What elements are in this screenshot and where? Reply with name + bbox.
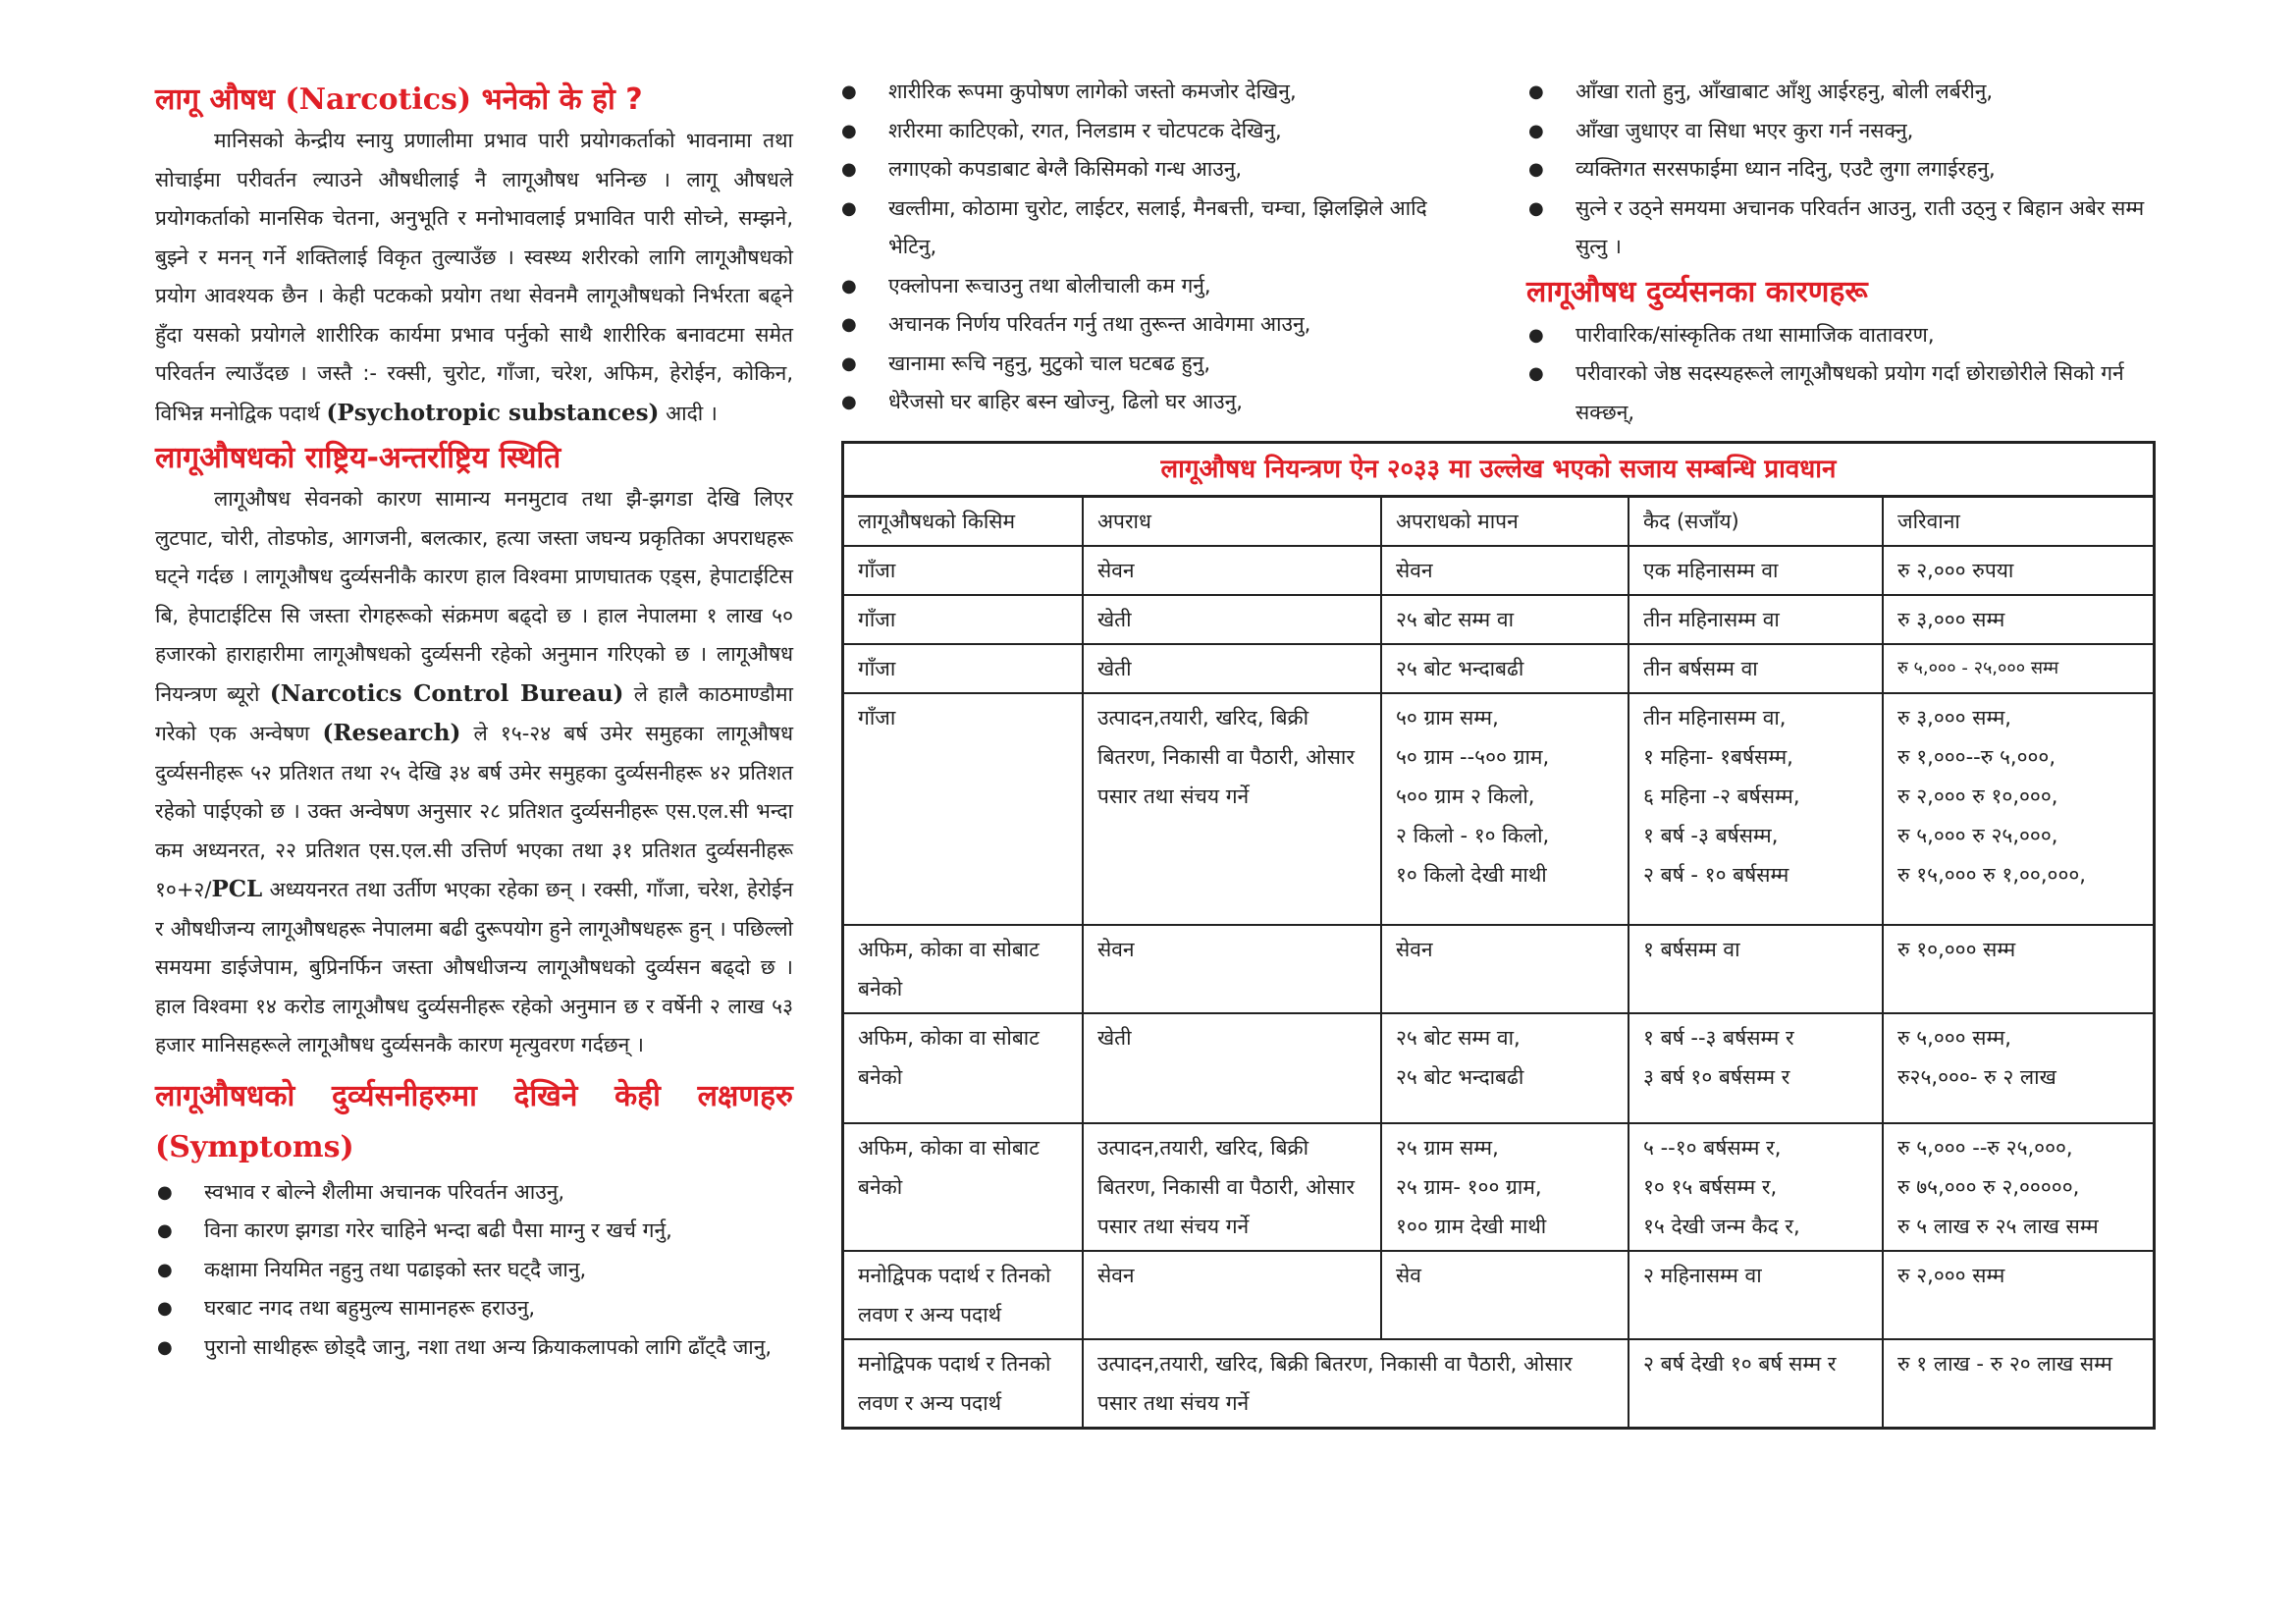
table-cell: गाँजा [844, 595, 1083, 644]
table-cell: खेती [1083, 595, 1381, 644]
heading-text: लागूऔषधको दुर्व्यसनीहरुमा देखिने केही लक्षणहरु [155, 1078, 793, 1113]
middle-column [839, 73, 1468, 422]
table-cell: रु २,००० रुपया [1883, 546, 2153, 595]
table-cell: सेवन [1083, 546, 1381, 595]
table-cell: सेव [1381, 1251, 1629, 1339]
table-cell: सेवन [1083, 1251, 1381, 1339]
table-row [844, 546, 2153, 595]
table-cell: रु १०,००० सम्म [1883, 925, 2153, 1013]
causes-list [1526, 316, 2164, 433]
paragraph-english-term: (Psychotropic substances) [326, 399, 660, 426]
heading-national-international-status: लागूऔषधको राष्ट्रिय-अन्तर्राष्ट्रिय स्थिति [155, 441, 561, 475]
header-cell: अपराधको मापन [1381, 498, 1629, 546]
table-cell: अफिम, कोका वा सोबाट बनेको [844, 1123, 1083, 1251]
table-row [844, 1013, 2153, 1123]
list-item: ● खल्तीमा, कोठामा चुरोट, लाईटर, सलाई, मैनबत्ती, चम्चा, झिलझिले आदि भेटिनु, [839, 189, 1468, 267]
heading-text: भनेको के हो ? [471, 82, 643, 117]
heading-text: लागू औषध [155, 82, 286, 117]
list-item: ● धेरैजसो घर बाहिर बस्न खोज्नु, ढिलो घर आउनु, [839, 383, 1468, 422]
paragraph-text: मानिसको केन्द्रीय स्नायु प्रणालीमा प्रभाव पारी प्रयोगकर्ताको भावनामा तथा सोचाईमा परीवर्तन ल्याउने औषधीलाई नै लागूऔषध भनिन्छ । लागू औषधले प्रयोगकर्ताको मानसिक चेतना, अनुभूति र मनोभावलाई प्रभावित पारी सोच्ने, सम्झने, बुझ्ने र मनन् गर्ने शक्तिलाई विकृत तुल्याउँछ । स्वस्थ्य शरीरको लागि लागूऔषधको प्रयोग आवश्यक छैन । केही पटकको प्रयोग तथा सेवनमै लागूऔषधको निर्भरता बढ्ने हुँदा यसको प्रयोगले शारीरिक कार्यमा प्रभाव पर्नुको साथै शारीरिक बनावटमा समेत परिवर्तन ल्याउँदछ । जस्तै :- रक्सी, चुरोट, गाँजा, चरेश, अफिम, हेरोईन, कोकिन, विभिन्न मनोद्विक पदार्थ [155, 129, 793, 425]
list-item: ● शारीरिक रूपमा कुपोषण लागेको जस्तो कमजोर देखिनु, [839, 73, 1468, 112]
list-item: ● खानामा रूचि नहुनु, मुटुको चाल घटबढ हुनु, [839, 345, 1468, 384]
list-item: ● शरीरमा काटिएको, रगत, निलडाम र चोटपटक देखिनु, [839, 112, 1468, 151]
paragraph-english-term: (Research) [322, 720, 461, 746]
list-item: ● लगाएको कपडाबाट बेग्लै किसिमको गन्ध आउनु, [839, 150, 1468, 189]
list-item: ● अचानक निर्णय परिवर्तन गर्नु तथा तुरून्त आवेगमा आउनु, [839, 305, 1468, 345]
heading-english: (Symptoms) [155, 1129, 354, 1164]
header-cell: अपराध [1083, 498, 1381, 546]
list-item: ● व्यक्तिगत सरसफाईमा ध्यान नदिनु, एउटै लुगा लगाईरहनु, [1526, 150, 2164, 189]
symptoms-list [155, 1173, 793, 1368]
table-cell: उत्पादन,तयारी, खरिद, बिक्री बितरण, निकासी वा पैठारी, ओसार पसार तथा संचय गर्ने [1083, 1339, 1629, 1427]
paragraph-english-term: PCL [211, 876, 263, 902]
table-cell: सेवन [1381, 925, 1629, 1013]
header-cell: जरिवाना [1883, 498, 2153, 546]
heading-causes: लागूऔषध दुर्व्यसनका कारणहरू [1526, 274, 1868, 309]
table-cell: खेती [1083, 644, 1381, 693]
table-cell: २५ बोट सम्म वा [1381, 595, 1629, 644]
paragraph-text: लागूऔषध सेवनको कारण सामान्य मनमुटाव तथा झै-झगडा देखि लिएर लुटपाट, चोरी, तोडफोड, आगजनी, बलत्कार, हत्या जस्ता जघन्य प्रकृतिका अपराधहरू घट्ने गर्दछ । लागूऔषध दुर्व्यसनीकै कारण हाल विश्वमा प्राणघातक एड्स, हेपाटाईटिस बि, हेपाटाईटिस सि जस्ता रोगहरूको संक्रमण बढ्दो छ । हाल नेपालमा १ लाख ५० हजारको हाराहारीमा लागूऔषधको दुर्व्यसनी रहेको अनुमान गरिएको छ । लागूऔषध नियन्त्रण ब्यूरो [155, 487, 793, 706]
table-row [844, 1123, 2153, 1251]
table-cell: रु ३,००० सम्म, रु १,०००--रु ५,०००, रु २,००० रु १०,०००, रु ५,००० रु २५,०००, रु १५,००० रु १,००,०००, [1883, 693, 2153, 925]
table-cell: गाँजा [844, 693, 1083, 925]
right-column [1526, 73, 2164, 432]
table-cell: सेवन [1083, 925, 1381, 1013]
table-cell: १ बर्षसम्म वा [1629, 925, 1883, 1013]
table-cell: ५ --१० बर्षसम्म र, १० १५ बर्षसम्म र, १५ देखी जन्म कैद र, [1629, 1123, 1883, 1251]
paragraph-text: ले १५-२४ बर्ष उमेर समुहका लागूऔषध दुर्व्यसनीहरू ५२ प्रतिशत तथा २५ देखि ३४ बर्ष उमेर समुहका दुर्व्यसनीहरू ४२ प्रतिशत रहेको पाईएको छ । उक्त अन्वेषण अनुसार २८ प्रतिशत दुर्व्यसनीहरू एस.एल.सी भन्दा कम अध्यनरत, २२ प्रतिशत एस.एल.सी उत्तिर्ण भएका तथा ३१ प्रतिशत दुर्व्यसनीहरू १०+२/ [155, 722, 793, 901]
table-row [844, 1251, 2153, 1339]
list-item: ● विना कारण झगडा गरेर चाहिने भन्दा बढी पैसा माग्नु र खर्च गर्नु, [155, 1212, 793, 1251]
table-cell: २ बर्ष देखी १० बर्ष सम्म र [1629, 1339, 1883, 1427]
table-cell: रु १ लाख - रु २० लाख सम्म [1883, 1339, 2153, 1427]
table-title: लागूऔषध नियन्त्रण ऐन २०३३ मा उल्लेख भएको सजाय सम्बन्धि प्रावधान [844, 444, 2153, 498]
status-paragraph [155, 480, 793, 1065]
table-cell: रु २,००० सम्म [1883, 1251, 2153, 1339]
list-item: ● सुत्ने र उठ्ने समयमा अचानक परिवर्तन आउनु, राती उठ्नु र बिहान अबेर सम्म सुत्नु । [1526, 189, 2164, 267]
table-cell: सेवन [1381, 546, 1629, 595]
paragraph-english-term: (Narcotics Control Bureau) [269, 679, 624, 707]
table-cell: उत्पादन,तयारी, खरिद, बिक्री बितरण, निकासी वा पैठारी, ओसार पसार तथा संचय गर्ने [1083, 693, 1381, 925]
list-item: ● आँखा रातो हुनु, आँखाबाट आँशु आईरहनु, बोली लर्बरीनु, [1526, 73, 2164, 112]
paragraph-text: ले हालै काठमाण्डौमा गरेको एक अन्वेषण [155, 681, 793, 745]
definition-paragraph [155, 122, 793, 433]
symptoms-list-continued [839, 73, 1468, 422]
table-cell: तीन महिनासम्म वा [1629, 595, 1883, 644]
table-cell: एक महिनासम्म वा [1629, 546, 1883, 595]
heading-english: (Narcotics) [285, 82, 472, 117]
header-cell: लागूऔषधको किसिम [844, 498, 1083, 546]
table-row [844, 693, 2153, 925]
list-item: ● कक्षामा नियमित नहुनु तथा पढाइको स्तर घट्दै जानु, [155, 1251, 793, 1290]
penalty-table-grid [844, 498, 2153, 1427]
table-cell: रु ५,००० सम्म, रु२५,०००- रु २ लाख [1883, 1013, 2153, 1123]
table-row [844, 595, 2153, 644]
table-cell: २५ बोट भन्दाबढी [1381, 644, 1629, 693]
table-cell: रु ३,००० सम्म [1883, 595, 2153, 644]
symptoms-list-continued [1526, 73, 2164, 267]
list-item: ● परीवारको जेष्ठ सदस्यहरूले लागूऔषधको प्रयोग गर्दा छोराछोरीले सिको गर्न सक्छन्, [1526, 354, 2164, 432]
heading-symptoms [155, 1071, 793, 1173]
table-cell: खेती [1083, 1013, 1381, 1123]
table-cell: मनोद्विपक पदार्थ र तिनको लवण र अन्य पदार्थ [844, 1339, 1083, 1427]
table-cell: अफिम, कोका वा सोबाट बनेको [844, 1013, 1083, 1123]
list-item: ● एक्लोपना रूचाउनु तथा बोलीचाली कम गर्नु, [839, 267, 1468, 306]
table-cell: २५ बोट सम्म वा, २५ बोट भन्दाबढी [1381, 1013, 1629, 1123]
paragraph-text: अध्ययनरत तथा उर्तीण भएका रहेका छन् । रक्सी, गाँजा, चरेश, हेरोईन र औषधीजन्य लागूऔषधहरू नेपालमा बढी दुरूपयोग हुने लागूऔषधहरू हुन् । पछिल्लो समयमा डाईजेपाम, बुप्रिनर्फिन जस्ता औषधीजन्य लागूऔषधको दुर्व्यसन बढ्दो छ । हाल विश्वमा १४ करोड लागूऔषध दुर्व्यसनीहरू रहेको अनुमान छ र वर्षेनी २ लाख ५३ हजार मानिसहरूले लागूऔषध दुर्व्यसनकै कारण मृत्युवरण गर्दछन् । [155, 878, 793, 1056]
list-item: ● आँखा जुधाएर वा सिधा भएर कुरा गर्न नसक्नु, [1526, 112, 2164, 151]
table-cell: रु ५,००० --रु २५,०००, रु ७५,००० रु २,०००००, रु ५ लाख रु २५ लाख सम्म [1883, 1123, 2153, 1251]
table-cell: २ महिनासम्म वा [1629, 1251, 1883, 1339]
table-cell: गाँजा [844, 546, 1083, 595]
paragraph-text: आदी । [659, 401, 718, 425]
table-cell: उत्पादन,तयारी, खरिद, बिक्री बितरण, निकासी वा पैठारी, ओसार पसार तथा संचय गर्ने [1083, 1123, 1381, 1251]
list-item: ● स्वभाव र बोल्ने शैलीमा अचानक परिवर्तन आउनु, [155, 1173, 793, 1213]
table-cell: मनोद्विपक पदार्थ र तिनको लवण र अन्य पदार्थ [844, 1251, 1083, 1339]
list-item: ● पुरानो साथीहरू छोड्दै जानु, नशा तथा अन्य क्रियाकलापको लागि ढाँट्दै जानु, [155, 1328, 793, 1368]
penalty-table [841, 441, 2156, 1430]
table-cell: गाँजा [844, 644, 1083, 693]
heading-what-is-narcotics [155, 79, 793, 122]
table-header-row [844, 498, 2153, 546]
list-item: ● घरबाट नगद तथा बहुमुल्य सामानहरू हराउनु, [155, 1289, 793, 1328]
table-row [844, 644, 2153, 693]
left-column [155, 69, 793, 1367]
table-cell: तीन महिनासम्म वा, १ महिना- १बर्षसम्म, ६ महिना -२ बर्षसम्म, १ बर्ष -३ बर्षसम्म, २ बर्ष - १० बर्षसम्म [1629, 693, 1883, 925]
table-cell: २५ ग्राम सम्म, २५ ग्राम- १०० ग्राम, १०० ग्राम देखी माथी [1381, 1123, 1629, 1251]
table-cell: ५० ग्राम सम्म, ५० ग्राम --५०० ग्राम, ५०० ग्राम २ किलो, २ किलो - १० किलो, १० किलो देखी माथी [1381, 693, 1629, 925]
table-cell: अफिम, कोका वा सोबाट बनेको [844, 925, 1083, 1013]
table-row [844, 1339, 2153, 1427]
table-cell: १ बर्ष --३ बर्षसम्म र ३ बर्ष १० बर्षसम्म र [1629, 1013, 1883, 1123]
list-item: ● पारीवारिक/सांस्कृतिक तथा सामाजिक वातावरण, [1526, 316, 2164, 355]
table-cell: रु ५,००० - २५,००० सम्म [1883, 644, 2153, 693]
table-cell: तीन बर्षसम्म वा [1629, 644, 1883, 693]
header-cell: कैद (सजाँय) [1629, 498, 1883, 546]
table-row [844, 925, 2153, 1013]
